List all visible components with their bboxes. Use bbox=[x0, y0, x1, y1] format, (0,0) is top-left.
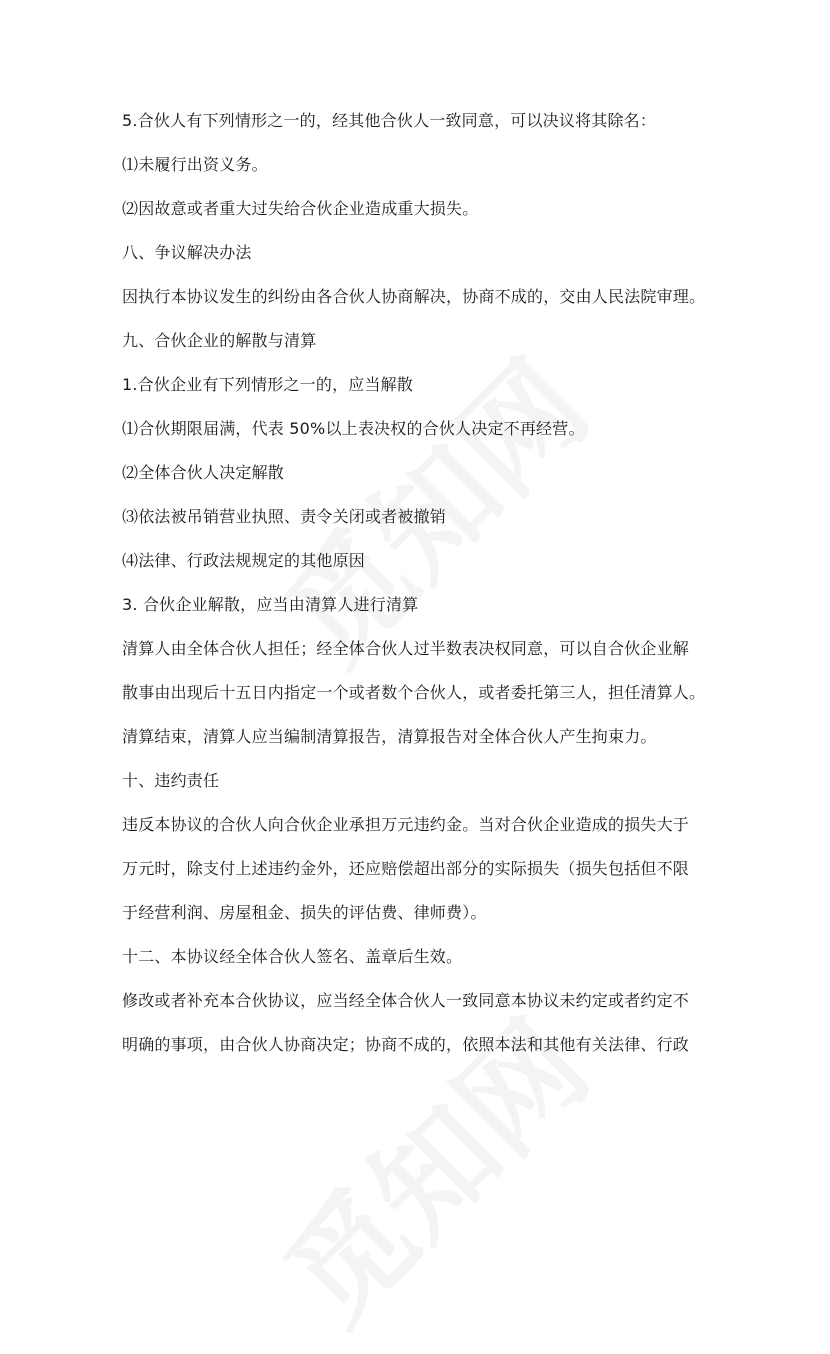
document-line: ⑴合伙期限届满，代表 50%以上表决权的合伙人决定不再经营。 bbox=[122, 419, 585, 438]
document-line: 明确的事项，由合伙人协商决定；协商不成的，依照本法和其他有关法律、行政 bbox=[122, 1035, 690, 1054]
document-line: ⑶依法被吊销营业执照、责令关闭或者被撤销 bbox=[122, 507, 447, 526]
document-line: 1.合伙企业有下列情形之一的，应当解散 bbox=[122, 375, 414, 394]
document-line: 清算结束，清算人应当编制清算报告，清算报告对全体合伙人产生拘束力。 bbox=[122, 727, 657, 746]
document-line: ⑷法律、行政法规规定的其他原因 bbox=[122, 551, 366, 570]
section-heading: 十二、本协议经全体合伙人签名、盖章后生效。 bbox=[122, 947, 463, 966]
document-line: ⑵全体合伙人决定解散 bbox=[122, 463, 285, 482]
document-line: ⑴未履行出资义务。 bbox=[122, 155, 268, 174]
section-heading: 十、违约责任 bbox=[122, 771, 220, 790]
document-line: 万元时，除支付上述违约金外，还应赔偿超出部分的实际损失（损失包括但不限 bbox=[122, 859, 690, 878]
document-line: ⑵因故意或者重大过失给合伙企业造成重大损失。 bbox=[122, 199, 479, 218]
section-heading: 八、争议解决办法 bbox=[122, 243, 252, 262]
document-line: 因执行本协议发生的纠纷由各合伙人协商解决，协商不成的，交由人民法院审理。 bbox=[122, 287, 706, 306]
document-line: 3. 合伙企业解散，应当由清算人进行清算 bbox=[122, 595, 419, 614]
document-line: 散事由出现后十五日内指定一个或者数个合伙人，或者委托第三人，担任清算人。 bbox=[122, 683, 706, 702]
section-heading: 九、合伙企业的解散与清算 bbox=[122, 331, 317, 350]
document-line: 修改或者补充本合伙协议，应当经全体合伙人一致同意本协议未约定或者约定不 bbox=[122, 991, 690, 1010]
document-line: 清算人由全体合伙人担任；经全体合伙人过半数表决权同意，可以自合伙企业解 bbox=[122, 639, 690, 658]
document-line: 违反本协议的合伙人向合伙企业承担万元违约金。当对合伙企业造成的损失大于 bbox=[122, 815, 690, 834]
document-line: 5.合伙人有下列情形之一的，经其他合伙人一致同意，可以决议将其除名： bbox=[122, 111, 657, 130]
document-line: 于经营利润、房屋租金、损失的评估费、律师费）。 bbox=[122, 903, 487, 922]
